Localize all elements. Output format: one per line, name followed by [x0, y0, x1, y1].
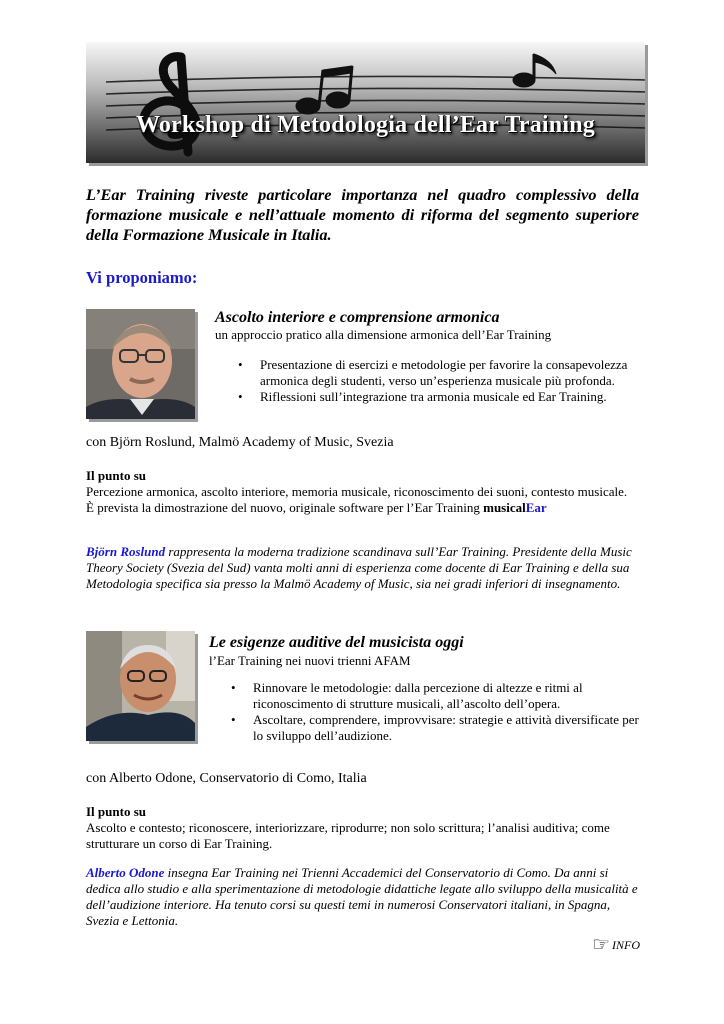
section1-bullets: [238, 357, 641, 405]
bio-name: Alberto Odone: [86, 865, 165, 880]
list-item: • Riflessioni sull’integrazione tra armonia musicale ed Ear Training.: [238, 389, 641, 405]
bio-name: Björn Roslund: [86, 544, 166, 559]
list-item: • Ascoltare, comprendere, improvvisare: strategie e attività diversificate per lo sviluppo dell’audizione.: [231, 712, 641, 744]
section2-title: Le esigenze auditive del musicista oggi: [209, 634, 464, 651]
music-staff-graphic: [86, 42, 645, 163]
demo-text: È prevista la dimostrazione del nuovo, originale software per l’Ear Training musicalEar: [86, 500, 547, 515]
section2-presenter: con Alberto Odone, Conservatorio di Como, Italia: [86, 771, 367, 786]
section1-subtitle: un approccio pratico alla dimensione armonica dell’Ear Training: [215, 327, 552, 342]
section1-bio: Björn Roslund rappresenta la moderna tradizione scandinava sull’Ear Training. Presidente della Music Theory Society (Svezia del Sud) vanta molti anni di esperienza come docente di Ear Training e della sua Metodologia specifica sia presso la Malmö Academy of Music, sia nei gradi inferiori di insegnamento.: [86, 544, 632, 591]
propose-heading: Vi proponiamo:: [86, 268, 198, 287]
list-item: • Rinnovare le metodologie: dalla percezione di altezze e ritmi al riconoscimento di strutture musicali, all’ascolto dell’opera.: [231, 680, 641, 712]
section1-presenter: con Björn Roslund, Malmö Academy of Music, Svezia: [86, 435, 394, 450]
info-link[interactable]: ☞ INFO: [592, 934, 640, 956]
intro-paragraph: L’Ear Training riveste particolare importanza nel quadro complessivo della formazione musicale e nell’attuale momento di riforma del segmento superiore della Formazione Musicale in Italia.: [86, 185, 639, 244]
speaker-photo-odone: [86, 631, 195, 741]
speaker-photo-roslund: [86, 309, 195, 419]
eighth-notes-icon: [296, 54, 556, 114]
punto-label: Il punto su: [86, 468, 146, 483]
pointing-hand-icon: ☞: [592, 934, 610, 956]
section1-title: Ascolto interiore e comprensione armonica: [215, 309, 500, 326]
punto-label: Il punto su: [86, 804, 146, 819]
punto-text: Percezione armonica, ascolto interiore, memoria musicale, riconoscimento dei suoni, contesto musicale.: [86, 484, 628, 499]
software-name: musicalEar: [483, 500, 547, 515]
section2-bullets: [231, 680, 641, 744]
list-item: • Presentazione di esercizi e metodologie per favorire la consapevolezza armonica degli studenti, verso un’esperienza musicale più profonda.: [238, 357, 641, 389]
section2-punto: [86, 804, 641, 852]
section1-punto: [86, 468, 641, 516]
punto-text: Ascolto e contesto; riconoscere, interiorizzare, riprodurre; non solo scrittura; l’analisi auditiva; come strutturare un corso di Ear Training.: [86, 820, 610, 851]
section2-bio: Alberto Odone insegna Ear Training nei Trienni Accademici del Conservatorio di Como. Da anni si dedica allo studio e alla sperimentazione di metodologie didattiche legate allo sviluppo della musicalità e dell’audizione interiore. Ha tenuto corsi su questi temi in numerosi Conservatori italiani, in Spagna, Svezia e Lettonia.: [86, 865, 638, 928]
section2-subtitle: l’Ear Training nei nuovi trienni AFAM: [209, 653, 411, 668]
header-banner: [86, 42, 645, 163]
banner-title: Workshop di Metodologia dell’Ear Training: [136, 112, 595, 138]
